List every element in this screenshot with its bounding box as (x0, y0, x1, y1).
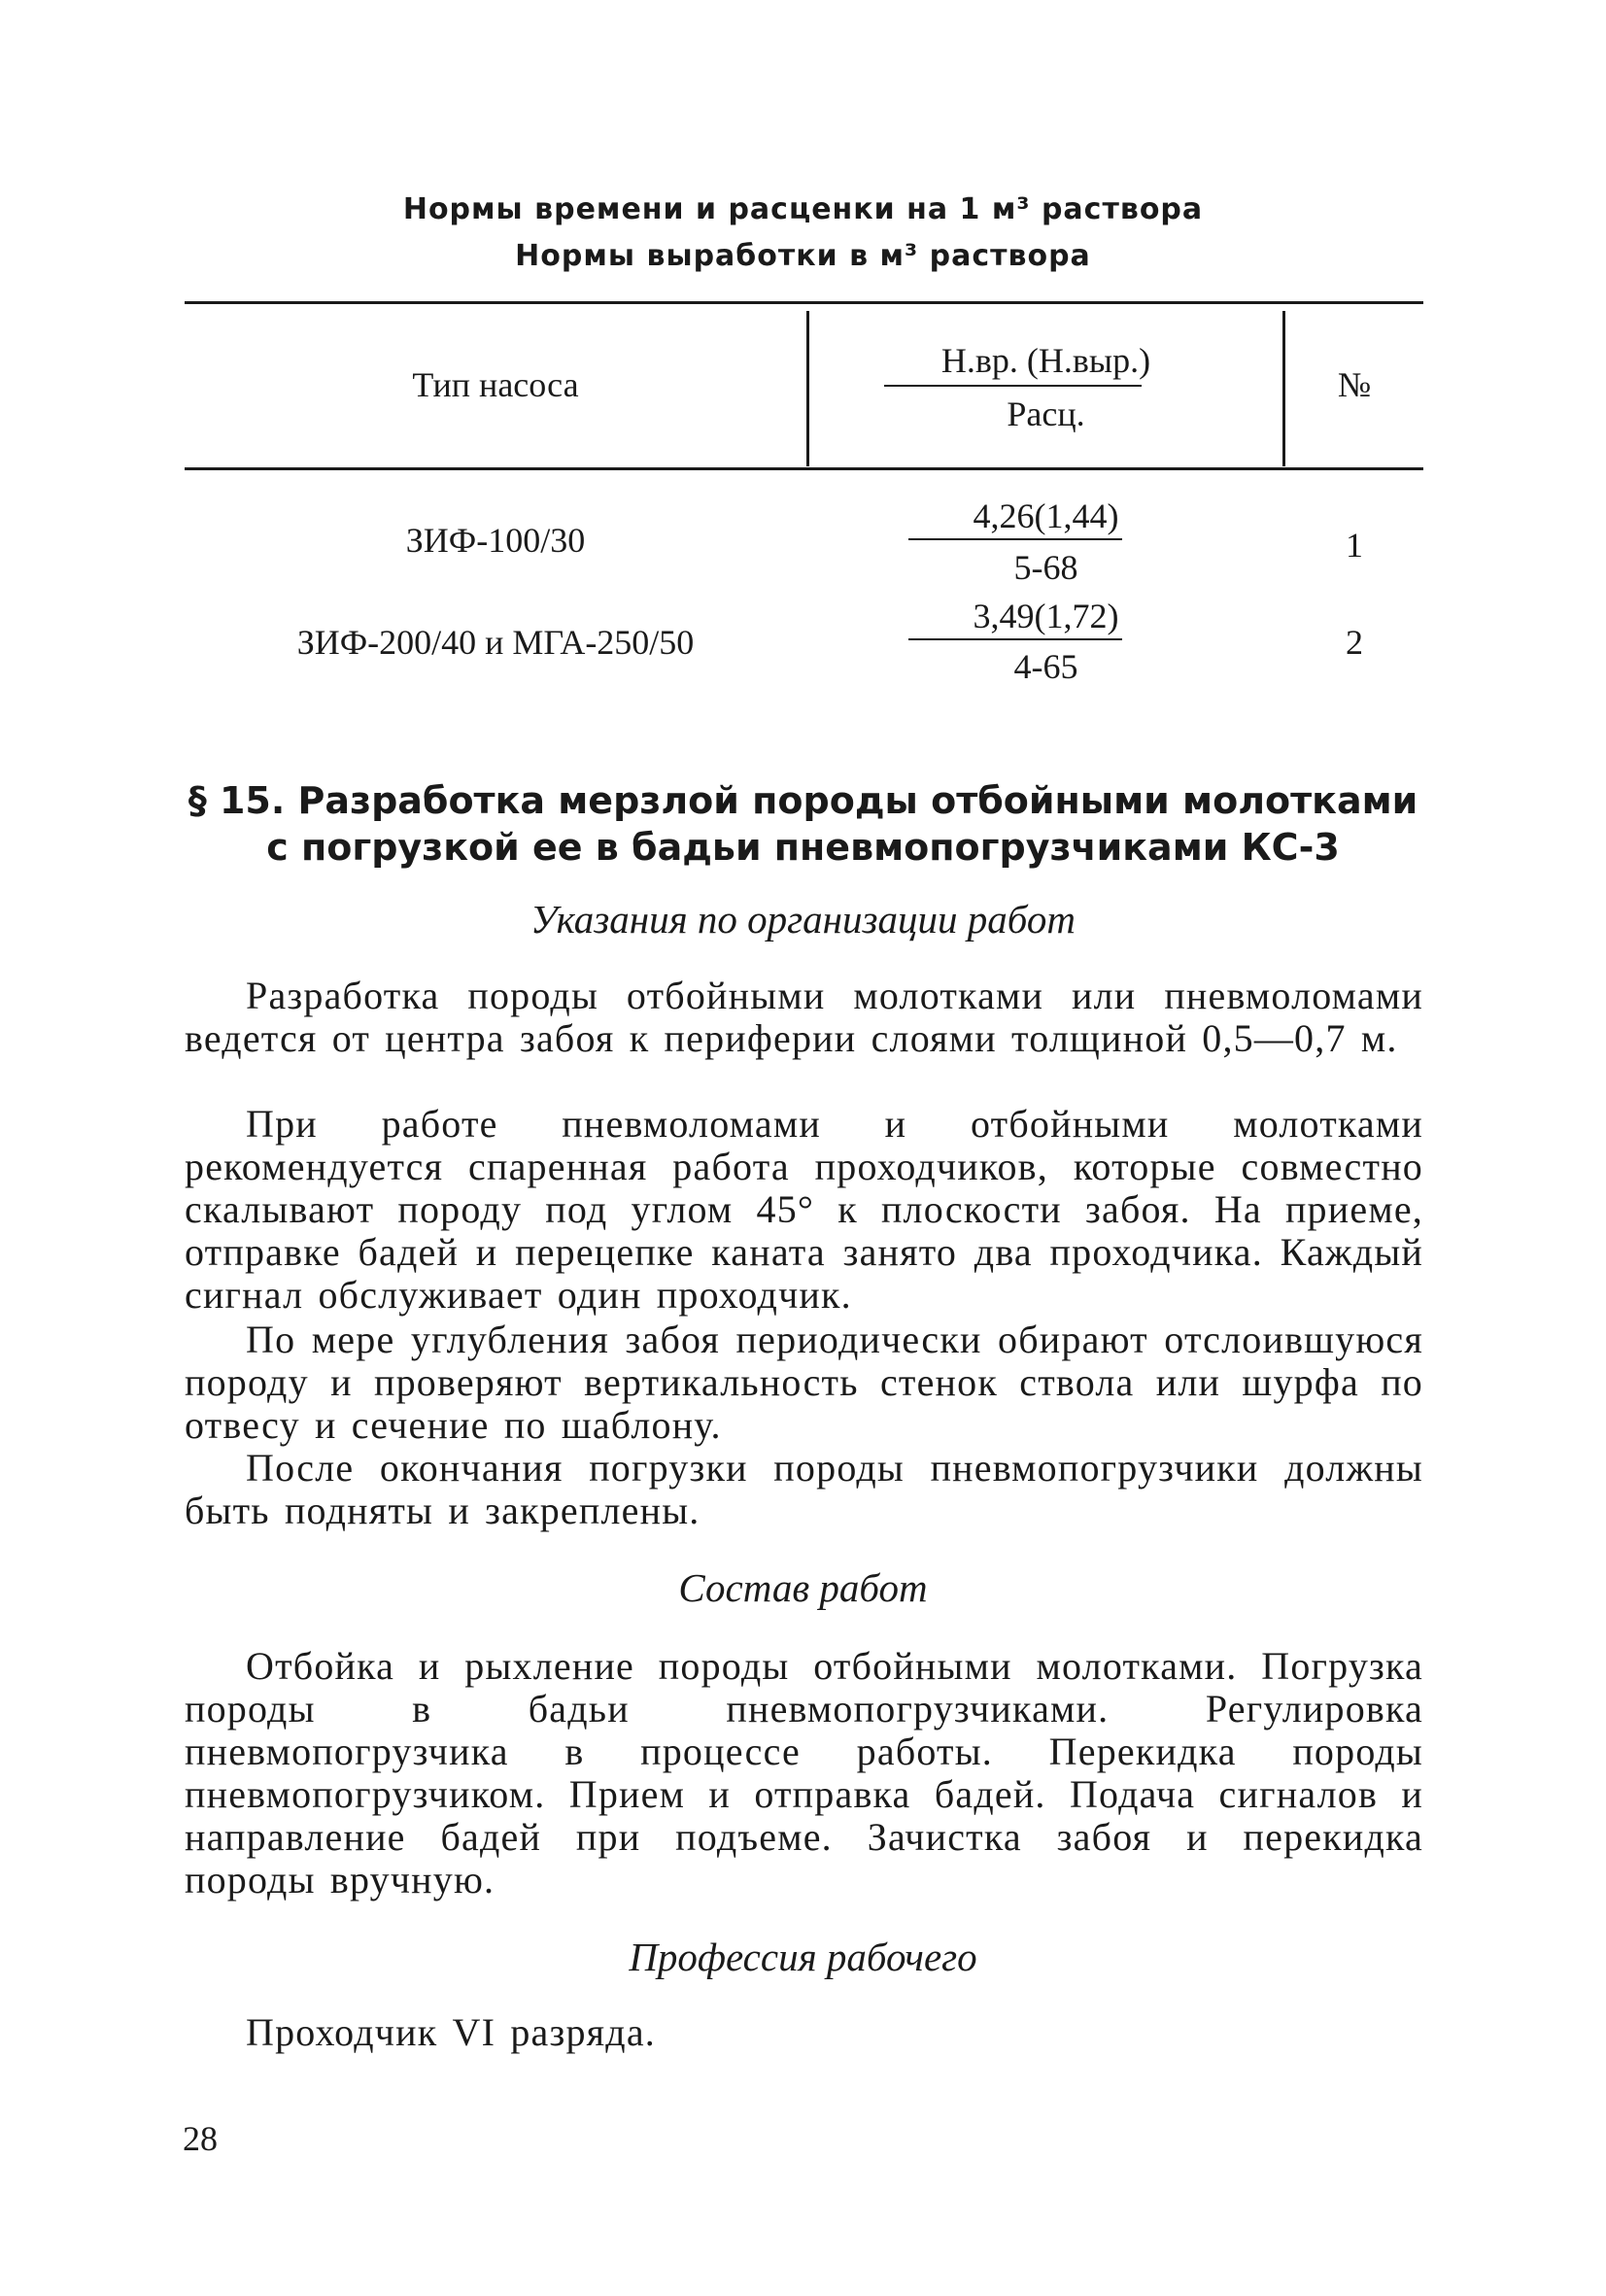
row-1-pump: ЗИФ-100/30 (405, 521, 586, 560)
column-header-norm-time: Н.вр. (Н.выр.) (940, 341, 1151, 380)
row-1-number: 1 (1346, 526, 1363, 565)
organization-paragraph: По мере углубления забоя периодически обирают отслоившуюся породу и проверяют вертикальность стенок ствола или шурфа по отвесу и сечение по шаблону. (185, 1318, 1423, 1447)
organization-paragraph: После окончания погрузки породы пневмопогрузчики должны быть подняты и закреплены. (185, 1446, 1423, 1532)
column-header-pump-type: Тип насоса (412, 365, 579, 404)
norms-table (185, 301, 1423, 690)
composition-heading: Состав работ (678, 1565, 928, 1610)
table-header-rule (185, 467, 1423, 470)
row-1-price: 5-68 (1013, 548, 1078, 587)
row-2-norm: 3,49(1,72) (973, 597, 1119, 635)
fraction-bar (884, 385, 1142, 387)
section-title-line-2: с погрузкой ее в бадьи пневмопогрузчиками КС-3 (266, 826, 1340, 869)
fraction-bar (908, 538, 1122, 540)
organization-paragraph: При работе пневмоломами и отбойными молотками рекомендуется спаренная работа проходчиков, которые совместно скалывают породу под углом 45° к плоскости забоя. На приеме, отправке бадей и перецепке каната занято два проходчика. Каждый сигнал обслуживает один проходчик. (185, 1102, 1423, 1317)
page-number: 28 (183, 2119, 218, 2158)
fraction-bar (908, 638, 1122, 640)
organization-heading: Указания по организации работ (530, 897, 1076, 942)
column-header-price: Расц. (1007, 394, 1085, 433)
row-2-number: 2 (1346, 623, 1363, 662)
section-title-line-1: § 15. Разработка мерзлой породы отбойными молотками (188, 779, 1418, 822)
composition-paragraph: Отбойка и рыхление породы отбойными молотками. Погрузка породы в бадьи пневмопогрузчиками. Регулировка пневмопогрузчика в процессе работы. Перекидка породы пневмопогрузчиком. Прием и отправка бадей. Подача сигналов и направление бадей при подъеме. Зачистка забоя и перекидка породы вручную. (185, 1644, 1423, 1902)
profession-heading: Профессия рабочего (629, 1935, 977, 1979)
row-1-norm: 4,26(1,44) (973, 497, 1119, 535)
row-2-pump: ЗИФ-200/40 и МГА-250/50 (296, 623, 695, 662)
row-2-price: 4-65 (1013, 647, 1078, 686)
table-column-divider (806, 311, 809, 466)
table-caption-line-1: Нормы времени и расценки на 1 м³ раствора (402, 192, 1204, 226)
table-caption-line-2: Нормы выработки в м³ раствора (515, 239, 1091, 273)
profession-text: Проходчик VI разряда. (246, 2010, 656, 2054)
column-header-number: № (1337, 365, 1372, 404)
table-top-rule (185, 301, 1423, 304)
organization-paragraph: Разработка породы отбойными молотками или пневмоломами ведется от центра забоя к периферии слоями толщиной 0,5—0,7 м. (185, 974, 1423, 1060)
